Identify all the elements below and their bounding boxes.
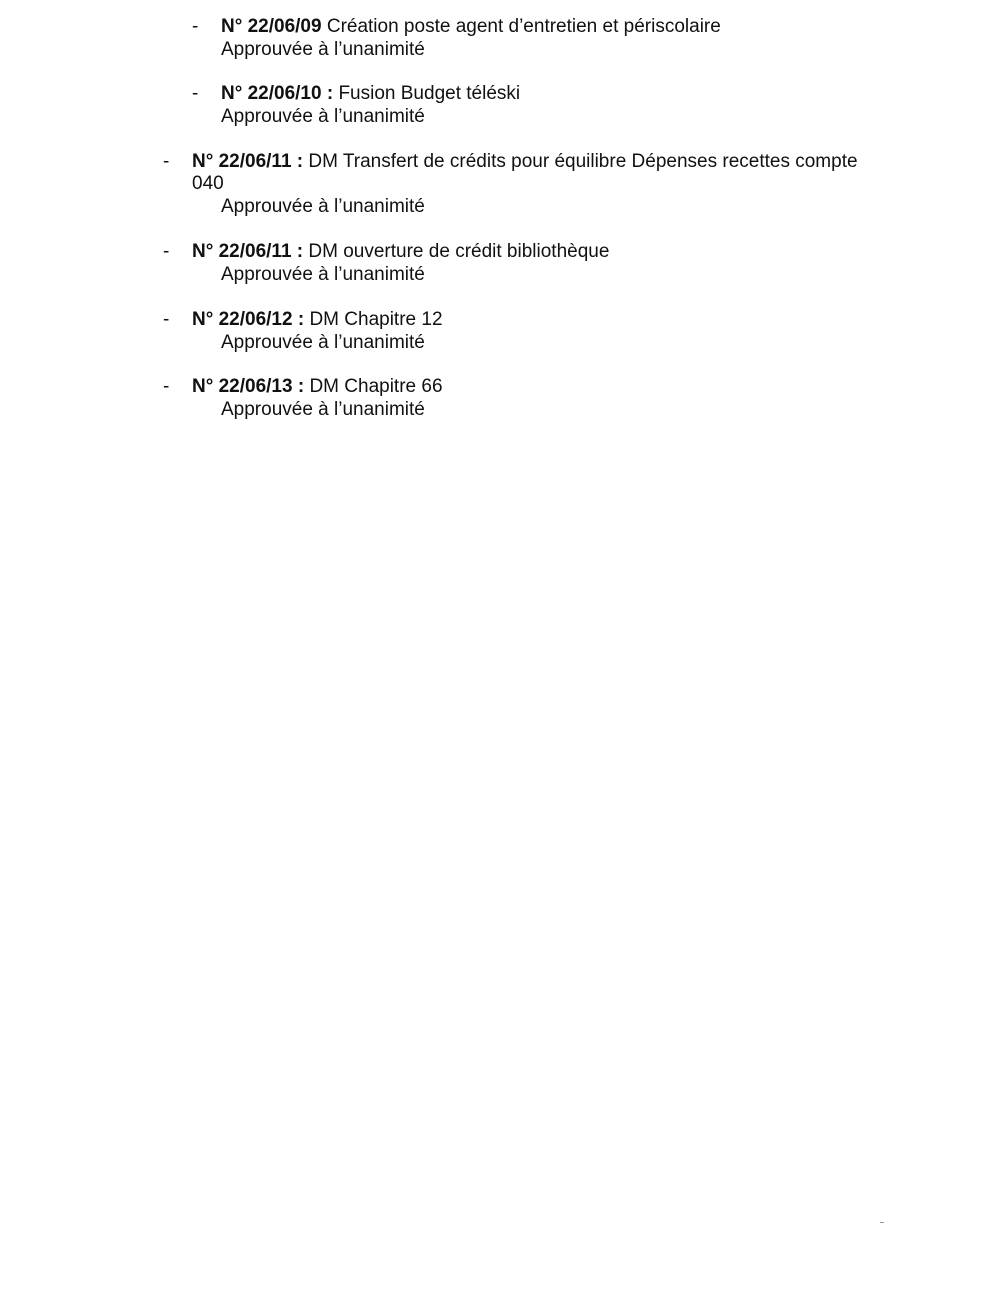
resolution-line — [192, 240, 609, 263]
resolution-number: N° 22/06/11 : — [192, 151, 304, 172]
resolution-title: DM ouverture de crédit bibliothèque — [303, 241, 610, 262]
list-dash: - — [163, 151, 170, 172]
list-dash: - — [163, 241, 170, 262]
resolution-number: N° 22/06/10 : — [221, 83, 334, 104]
resolution-line — [192, 375, 443, 398]
resolution-status: Approuvée à l’unanimité — [221, 39, 425, 60]
resolution-status: Approuvée à l’unanimité — [221, 332, 425, 353]
resolution-status: Approuvée à l’unanimité — [221, 264, 425, 285]
resolution-number: N° 22/06/11 : — [192, 241, 304, 262]
resolution-title-continued: 040 — [192, 173, 224, 194]
resolution-number: N° 22/06/13 : — [192, 376, 305, 397]
resolution-status: Approuvée à l’unanimité — [221, 399, 425, 420]
list-dash: - — [163, 309, 170, 330]
resolution-line — [192, 150, 858, 173]
resolution-title: DM Chapitre 12 — [304, 309, 443, 330]
list-dash: - — [192, 83, 199, 104]
resolution-title: DM Transfert de crédits pour équilibre Dépenses recettes compte — [303, 151, 858, 172]
resolution-line — [221, 82, 520, 105]
footer-mark — [880, 1222, 884, 1223]
resolution-status: Approuvée à l’unanimité — [221, 196, 425, 217]
resolution-title: Fusion Budget téléski — [333, 83, 521, 104]
list-dash: - — [192, 16, 199, 37]
resolution-title: DM Chapitre 66 — [304, 376, 443, 397]
resolution-number: N° 22/06/12 : — [192, 309, 305, 330]
list-dash: - — [163, 376, 170, 397]
resolution-line — [192, 308, 443, 331]
resolution-line — [221, 15, 721, 38]
resolution-status: Approuvée à l’unanimité — [221, 106, 425, 127]
resolution-title: Création poste agent d’entretien et périscolaire — [321, 16, 721, 37]
resolution-number: N° 22/06/09 — [221, 16, 322, 37]
